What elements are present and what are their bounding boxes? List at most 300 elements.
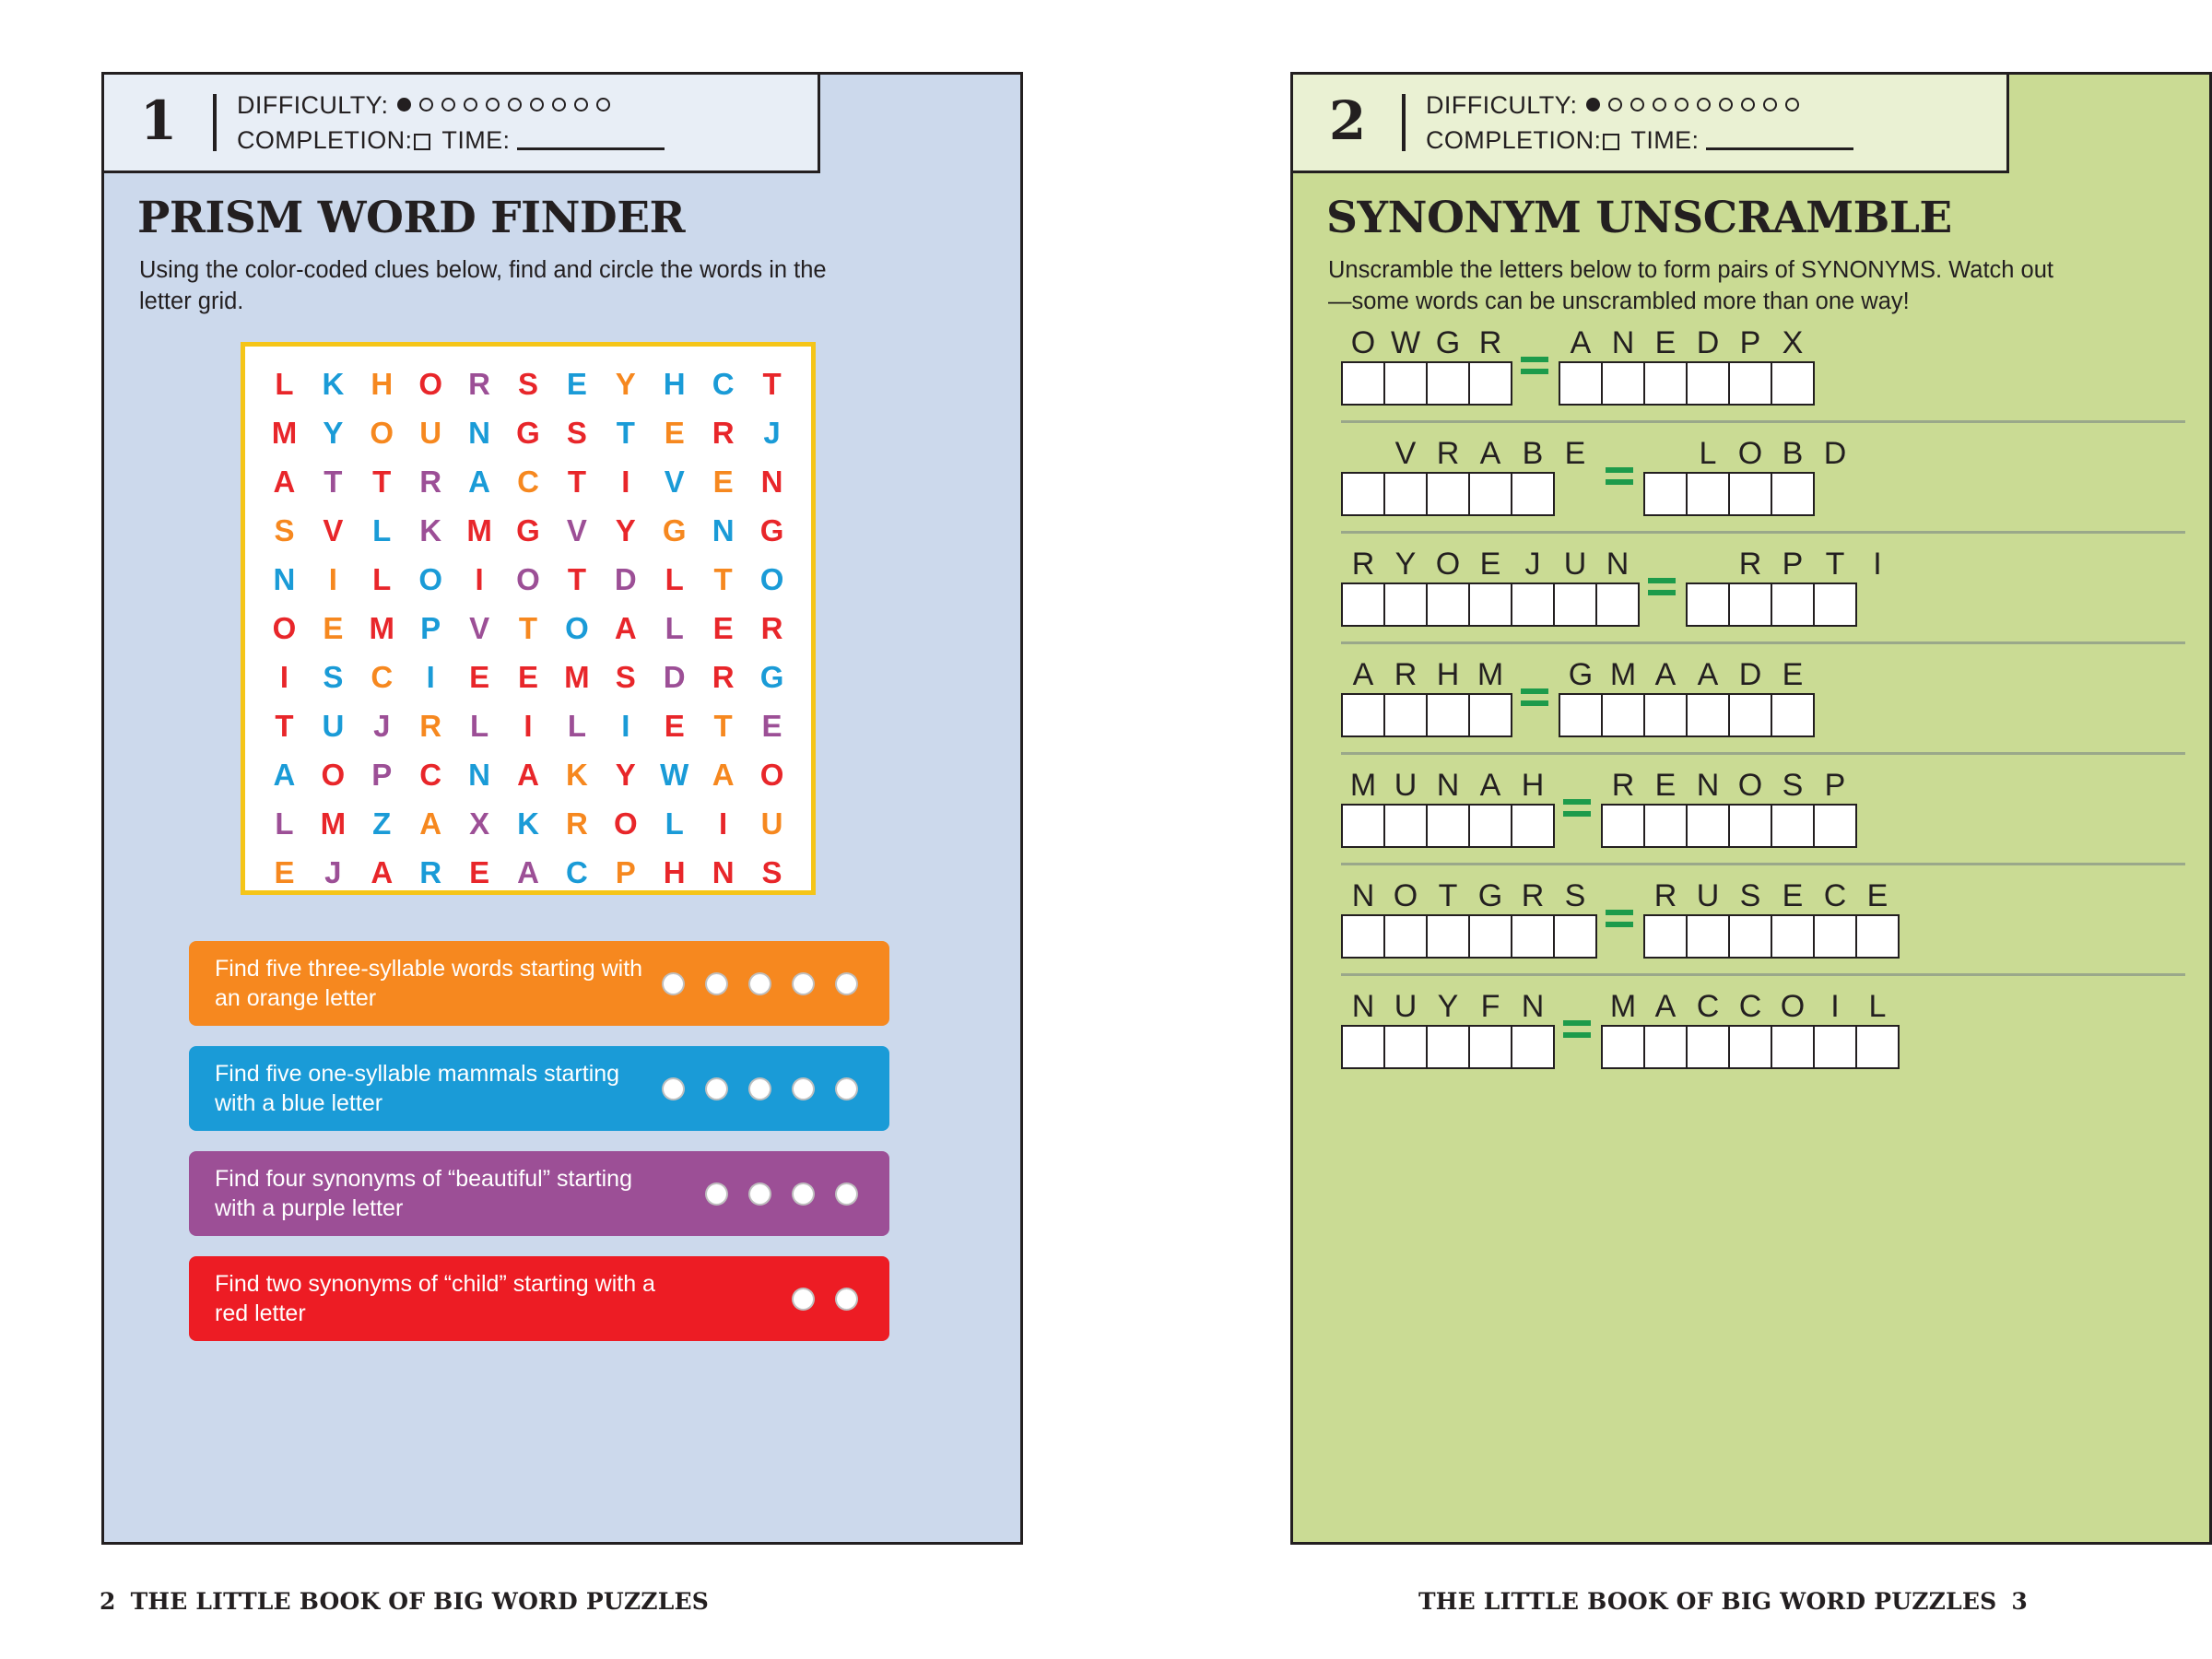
grid-cell[interactable]: C bbox=[712, 367, 735, 401]
time-write-in-1[interactable] bbox=[517, 131, 665, 150]
answer-boxes[interactable] bbox=[1341, 361, 1511, 406]
grid-cell[interactable]: R bbox=[468, 367, 490, 401]
answer-box[interactable] bbox=[1468, 914, 1512, 959]
grid-cell[interactable]: S bbox=[274, 513, 295, 547]
grid-cell[interactable]: O bbox=[418, 562, 442, 596]
scrambled-letter: M bbox=[1609, 657, 1637, 692]
answer-boxes[interactable] bbox=[1601, 804, 1855, 848]
grid-cell[interactable]: I bbox=[475, 562, 484, 596]
answer-box[interactable] bbox=[1426, 1025, 1470, 1069]
grid-cell[interactable]: M bbox=[466, 513, 492, 547]
grid-cell[interactable]: C bbox=[517, 465, 539, 499]
grid-cell[interactable]: H bbox=[371, 367, 394, 401]
grid-cell[interactable]: K bbox=[565, 758, 588, 792]
answer-box[interactable] bbox=[1559, 693, 1603, 737]
scrambled-letter: N bbox=[1606, 547, 1630, 582]
grid-cell[interactable]: I bbox=[719, 806, 728, 841]
grid-cell[interactable]: W bbox=[660, 758, 689, 792]
grid-cell[interactable]: I bbox=[328, 562, 337, 596]
answer-box[interactable] bbox=[1383, 693, 1428, 737]
answer-box[interactable] bbox=[1643, 693, 1688, 737]
grid-cell[interactable]: A bbox=[614, 611, 637, 645]
answer-box[interactable] bbox=[1341, 1025, 1385, 1069]
grid-cell[interactable]: G bbox=[662, 513, 687, 547]
answer-boxes[interactable] bbox=[1341, 693, 1511, 737]
answer-box[interactable] bbox=[1553, 914, 1597, 959]
grid-cell[interactable]: I bbox=[524, 709, 533, 743]
answer-box[interactable] bbox=[1468, 582, 1512, 627]
grid-cell[interactable]: S bbox=[615, 660, 636, 694]
answer-box[interactable] bbox=[1341, 914, 1385, 959]
clue-dot[interactable] bbox=[835, 972, 858, 995]
difficulty-dot bbox=[1719, 98, 1733, 112]
answer-box[interactable] bbox=[1383, 582, 1428, 627]
grid-cell[interactable]: H bbox=[663, 367, 686, 401]
grid-cell[interactable]: Y bbox=[615, 367, 636, 401]
clue-dot[interactable] bbox=[662, 972, 685, 995]
unscramble-row bbox=[1341, 989, 2185, 1084]
book-title-left: THE LITTLE BOOK OF BIG WORD PUZZLES bbox=[130, 1588, 710, 1615]
grid-cell[interactable]: A bbox=[371, 855, 394, 889]
grid-cell[interactable]: R bbox=[712, 660, 735, 694]
grid-cell[interactable]: T bbox=[713, 562, 733, 596]
grid-cell[interactable]: G bbox=[516, 513, 540, 547]
grid-cell[interactable]: H bbox=[663, 855, 686, 889]
answer-box[interactable] bbox=[1686, 361, 1730, 406]
answer-box[interactable] bbox=[1728, 1025, 1772, 1069]
grid-cell[interactable]: E bbox=[469, 855, 490, 889]
answer-boxes[interactable] bbox=[1341, 1025, 1553, 1069]
difficulty-dots-1[interactable] bbox=[397, 98, 610, 112]
clue-dot[interactable] bbox=[835, 1288, 858, 1311]
grid-cell[interactable]: E bbox=[274, 855, 295, 889]
answer-box[interactable] bbox=[1601, 1025, 1645, 1069]
clue-dot[interactable] bbox=[705, 1182, 728, 1206]
grid-cell[interactable]: S bbox=[566, 416, 587, 450]
completion-checkbox-2[interactable] bbox=[1603, 134, 1619, 150]
page-number-right: 3 bbox=[2011, 1588, 2028, 1615]
grid-cell[interactable]: L bbox=[665, 562, 684, 596]
grid-cell[interactable]: T bbox=[762, 367, 782, 401]
answer-box[interactable] bbox=[1553, 582, 1597, 627]
answer-box[interactable] bbox=[1813, 804, 1857, 848]
grid-cell[interactable]: G bbox=[759, 660, 784, 694]
answer-boxes[interactable] bbox=[1341, 472, 1595, 516]
grid-cell[interactable]: V bbox=[566, 513, 587, 547]
grid-cell[interactable]: I bbox=[621, 465, 630, 499]
grid-cell[interactable]: Y bbox=[323, 416, 344, 450]
clue-progress-dots[interactable] bbox=[705, 1182, 858, 1206]
answer-box[interactable] bbox=[1643, 804, 1688, 848]
grid-cell[interactable]: R bbox=[565, 806, 588, 841]
grid-cell[interactable]: O bbox=[516, 562, 540, 596]
answer-box[interactable] bbox=[1601, 693, 1645, 737]
scrambled-letter: E bbox=[1479, 547, 1501, 582]
scrambled-letter: O bbox=[1393, 878, 1418, 913]
answer-box[interactable] bbox=[1771, 361, 1815, 406]
grid-cell[interactable]: J bbox=[763, 416, 781, 450]
grid-cell[interactable]: O bbox=[418, 367, 442, 401]
grid-cell[interactable]: V bbox=[469, 611, 490, 645]
clue-dot[interactable] bbox=[705, 1077, 728, 1100]
grid-cell[interactable]: N bbox=[712, 513, 735, 547]
grid-cell[interactable]: A bbox=[273, 465, 296, 499]
answer-box[interactable] bbox=[1728, 914, 1772, 959]
answer-box[interactable] bbox=[1468, 472, 1512, 516]
grid-cell[interactable]: I bbox=[426, 660, 435, 694]
answer-box[interactable] bbox=[1728, 804, 1772, 848]
answer-box[interactable] bbox=[1855, 914, 1900, 959]
grid-cell[interactable]: L bbox=[665, 611, 684, 645]
clue-dot[interactable] bbox=[662, 1077, 685, 1100]
grid-cell[interactable]: U bbox=[322, 709, 345, 743]
answer-box[interactable] bbox=[1426, 582, 1470, 627]
scrambled-letter: G bbox=[1568, 657, 1594, 692]
grid-cell[interactable]: L bbox=[275, 806, 294, 841]
completion-label-1: COMPLETION: bbox=[237, 126, 413, 154]
scrambled-letter: O bbox=[1737, 768, 1763, 803]
scrambled-letter: U bbox=[1563, 547, 1587, 582]
grid-cell[interactable]: L bbox=[665, 806, 684, 841]
answer-box[interactable] bbox=[1511, 1025, 1555, 1069]
grid-cell[interactable]: O bbox=[613, 806, 638, 841]
grid-cell[interactable]: Y bbox=[615, 758, 636, 792]
answer-box[interactable] bbox=[1643, 1025, 1688, 1069]
scrambled-letter: A bbox=[1654, 657, 1677, 692]
answer-box[interactable] bbox=[1559, 361, 1603, 406]
grid-cell[interactable]: N bbox=[273, 562, 296, 596]
grid-cell[interactable]: P bbox=[420, 611, 441, 645]
answer-box[interactable] bbox=[1341, 804, 1385, 848]
puzzle-2-title: SYNONYM UNSCRAMBLE bbox=[1326, 193, 1952, 243]
grid-cell[interactable]: N bbox=[468, 758, 490, 792]
grid-cell[interactable]: O bbox=[321, 758, 346, 792]
puzzle-2-number: 2 bbox=[1328, 89, 1367, 152]
grid-cell[interactable]: M bbox=[271, 416, 298, 450]
answer-box[interactable] bbox=[1426, 693, 1470, 737]
grid-cell[interactable]: D bbox=[614, 562, 637, 596]
grid-cell[interactable]: E bbox=[761, 709, 782, 743]
answer-box[interactable] bbox=[1511, 582, 1555, 627]
footer-left bbox=[100, 1588, 709, 1615]
grid-cell[interactable]: L bbox=[469, 709, 489, 743]
scrambled-letters bbox=[1643, 878, 1898, 914]
clue-dot[interactable] bbox=[835, 1077, 858, 1100]
grid-cell[interactable]: L bbox=[372, 562, 392, 596]
scrambled-letter: X bbox=[1782, 325, 1804, 360]
answer-box[interactable] bbox=[1686, 472, 1730, 516]
grid-cell[interactable]: S bbox=[323, 660, 344, 694]
grid-cell[interactable]: T bbox=[324, 465, 343, 499]
grid-cell[interactable]: C bbox=[371, 660, 394, 694]
scrambled-letter: L bbox=[1699, 436, 1717, 471]
answer-box[interactable] bbox=[1468, 361, 1512, 406]
grid-cell[interactable]: G bbox=[759, 513, 784, 547]
answer-box[interactable] bbox=[1426, 472, 1470, 516]
scrambled-letters bbox=[1686, 547, 1898, 582]
grid-cell[interactable]: Y bbox=[615, 513, 636, 547]
answer-box[interactable] bbox=[1341, 582, 1385, 627]
grid-cell[interactable]: R bbox=[419, 855, 442, 889]
grid-cell[interactable]: E bbox=[566, 367, 587, 401]
grid-cell[interactable]: X bbox=[469, 806, 490, 841]
answer-box[interactable] bbox=[1686, 693, 1730, 737]
grid-cell[interactable]: E bbox=[469, 660, 490, 694]
answer-box[interactable] bbox=[1601, 804, 1645, 848]
scrambled-letter: R bbox=[1351, 547, 1375, 582]
unscramble-row bbox=[1341, 325, 2185, 420]
grid-cell[interactable]: K bbox=[517, 806, 539, 841]
difficulty-dots-2[interactable] bbox=[1586, 98, 1799, 112]
answer-box[interactable] bbox=[1468, 804, 1512, 848]
grid-cell[interactable]: C bbox=[565, 855, 588, 889]
answer-box[interactable] bbox=[1468, 693, 1512, 737]
scrambled-letter: J bbox=[1524, 547, 1541, 582]
clue-list bbox=[189, 941, 889, 1361]
clue-progress-dots[interactable] bbox=[792, 1288, 858, 1311]
row-separator bbox=[1341, 420, 2185, 423]
answer-boxes[interactable] bbox=[1686, 582, 1898, 627]
answer-box[interactable] bbox=[1426, 914, 1470, 959]
grid-cell[interactable]: A bbox=[468, 465, 490, 499]
grid-cell[interactable]: V bbox=[664, 465, 685, 499]
grid-cell[interactable]: T bbox=[713, 709, 733, 743]
answer-box[interactable] bbox=[1643, 914, 1688, 959]
answer-box[interactable] bbox=[1426, 361, 1470, 406]
grid-cell[interactable]: A bbox=[517, 855, 539, 889]
answer-box[interactable] bbox=[1771, 582, 1815, 627]
grid-cell[interactable]: M bbox=[564, 660, 590, 694]
completion-checkbox-1[interactable] bbox=[414, 134, 430, 150]
answer-box[interactable] bbox=[1686, 1025, 1730, 1069]
answer-box[interactable] bbox=[1511, 914, 1555, 959]
grid-cell[interactable]: O bbox=[759, 562, 784, 596]
answer-box[interactable] bbox=[1728, 361, 1772, 406]
grid-cell[interactable]: O bbox=[565, 611, 589, 645]
puzzle-2-header bbox=[1290, 72, 2009, 173]
answer-box[interactable] bbox=[1771, 914, 1815, 959]
equals-icon bbox=[1601, 467, 1638, 485]
answer-box[interactable] bbox=[1511, 804, 1555, 848]
grid-cell[interactable]: E bbox=[517, 660, 538, 694]
grid-cell[interactable]: R bbox=[419, 709, 442, 743]
grid-cell[interactable]: O bbox=[272, 611, 297, 645]
scrambled-letter: N bbox=[1521, 989, 1545, 1024]
grid-cell[interactable]: G bbox=[516, 416, 540, 450]
grid-cell[interactable]: U bbox=[760, 806, 783, 841]
scrambled-letter: H bbox=[1436, 657, 1460, 692]
grid-cell[interactable]: T bbox=[372, 465, 392, 499]
grid-cell[interactable]: P bbox=[371, 758, 393, 792]
grid-cell[interactable]: N bbox=[760, 465, 783, 499]
answer-box[interactable] bbox=[1686, 582, 1730, 627]
clue-text: Find four synonyms of “beautiful” starting with a purple letter bbox=[215, 1166, 632, 1221]
grid-cell[interactable]: P bbox=[615, 855, 636, 889]
scrambled-letter: N bbox=[1611, 325, 1635, 360]
grid-cell[interactable]: E bbox=[712, 611, 734, 645]
grid-cell[interactable]: A bbox=[273, 758, 296, 792]
answer-box[interactable] bbox=[1383, 914, 1428, 959]
grid-cell[interactable]: A bbox=[419, 806, 442, 841]
answer-box[interactable] bbox=[1595, 582, 1640, 627]
answer-boxes[interactable] bbox=[1643, 472, 1855, 516]
answer-box[interactable] bbox=[1643, 361, 1688, 406]
clue-dot[interactable] bbox=[792, 972, 815, 995]
answer-box[interactable] bbox=[1686, 804, 1730, 848]
scrambled-letter: E bbox=[1866, 878, 1888, 913]
answer-boxes[interactable] bbox=[1341, 582, 1638, 627]
difficulty-dot bbox=[464, 98, 477, 112]
answer-boxes[interactable] bbox=[1643, 914, 1898, 959]
difficulty-dot bbox=[530, 98, 544, 112]
grid-cell[interactable]: N bbox=[468, 416, 490, 450]
difficulty-label-2: DIFFICULTY: bbox=[1426, 90, 1578, 119]
grid-cell[interactable]: O bbox=[759, 758, 784, 792]
puzzle-1-header bbox=[101, 72, 820, 173]
grid-cell[interactable]: T bbox=[275, 709, 294, 743]
scrambled-letter: P bbox=[1824, 768, 1846, 803]
answer-box[interactable] bbox=[1468, 1025, 1512, 1069]
clue-dot[interactable] bbox=[705, 972, 728, 995]
scrambled-letter: O bbox=[1737, 436, 1763, 471]
grid-cell[interactable]: R bbox=[712, 416, 735, 450]
unscramble-right-group bbox=[1601, 768, 1855, 848]
clue-progress-dots[interactable] bbox=[662, 972, 858, 995]
word-search-grid[interactable] bbox=[260, 359, 796, 889]
answer-box[interactable] bbox=[1383, 472, 1428, 516]
answer-box[interactable] bbox=[1341, 472, 1385, 516]
answer-box[interactable] bbox=[1771, 1025, 1815, 1069]
grid-cell[interactable]: R bbox=[760, 611, 783, 645]
time-write-in-2[interactable] bbox=[1706, 131, 1853, 150]
scrambled-letter: S bbox=[1782, 768, 1804, 803]
scrambled-letter: N bbox=[1436, 768, 1460, 803]
answer-boxes[interactable] bbox=[1559, 361, 1813, 406]
equals-icon bbox=[1643, 578, 1680, 595]
answer-boxes[interactable] bbox=[1341, 804, 1553, 848]
grid-cell[interactable]: L bbox=[567, 709, 586, 743]
answer-box[interactable] bbox=[1511, 472, 1555, 516]
grid-cell[interactable]: A bbox=[712, 758, 735, 792]
scrambled-letter: Y bbox=[1394, 547, 1417, 582]
answer-box[interactable] bbox=[1383, 361, 1428, 406]
grid-cell[interactable]: T bbox=[518, 611, 538, 645]
scrambled-letter: V bbox=[1394, 436, 1417, 471]
book-title-right: THE LITTLE BOOK OF BIG WORD PUZZLES bbox=[1418, 1588, 1997, 1615]
answer-box[interactable] bbox=[1771, 472, 1815, 516]
clue-dot[interactable] bbox=[792, 1182, 815, 1206]
answer-box[interactable] bbox=[1728, 693, 1772, 737]
clue-dot[interactable] bbox=[748, 1077, 771, 1100]
grid-cell[interactable]: T bbox=[616, 416, 635, 450]
difficulty-label-1: DIFFICULTY: bbox=[237, 90, 389, 119]
grid-cell[interactable]: L bbox=[275, 367, 294, 401]
answer-boxes[interactable] bbox=[1559, 693, 1813, 737]
answer-box[interactable] bbox=[1643, 472, 1688, 516]
grid-cell[interactable]: L bbox=[372, 513, 392, 547]
answer-box[interactable] bbox=[1813, 582, 1857, 627]
grid-cell[interactable]: S bbox=[761, 855, 782, 889]
answer-box[interactable] bbox=[1383, 804, 1428, 848]
grid-cell[interactable]: C bbox=[419, 758, 442, 792]
clue-dot[interactable] bbox=[748, 972, 771, 995]
grid-cell[interactable]: M bbox=[369, 611, 395, 645]
grid-cell[interactable]: D bbox=[663, 660, 686, 694]
word-search-grid-container bbox=[241, 342, 816, 895]
scrambled-letter: D bbox=[1823, 436, 1847, 471]
answer-box[interactable] bbox=[1771, 804, 1815, 848]
grid-cell[interactable]: E bbox=[323, 611, 344, 645]
clue-dot[interactable] bbox=[792, 1288, 815, 1311]
scrambled-letter: A bbox=[1479, 768, 1501, 803]
grid-cell[interactable]: M bbox=[320, 806, 347, 841]
answer-box[interactable] bbox=[1771, 693, 1815, 737]
scrambled-letter: R bbox=[1521, 878, 1545, 913]
grid-cell[interactable]: A bbox=[517, 758, 539, 792]
clue-dot[interactable] bbox=[835, 1182, 858, 1206]
scrambled-letter: U bbox=[1394, 768, 1418, 803]
grid-cell[interactable]: N bbox=[712, 855, 735, 889]
letter-spacer bbox=[1341, 436, 1385, 472]
scrambled-letter: R bbox=[1478, 325, 1502, 360]
clue-dot[interactable] bbox=[748, 1182, 771, 1206]
scrambled-letter: W bbox=[1390, 325, 1421, 360]
clue-progress-dots[interactable] bbox=[662, 1077, 858, 1100]
scrambled-letter: R bbox=[1738, 547, 1762, 582]
grid-cell[interactable]: Z bbox=[372, 806, 392, 841]
grid-cell[interactable]: R bbox=[419, 465, 442, 499]
grid-cell[interactable]: O bbox=[370, 416, 394, 450]
answer-box[interactable] bbox=[1426, 804, 1470, 848]
grid-cell[interactable]: T bbox=[567, 465, 586, 499]
answer-boxes[interactable] bbox=[1341, 914, 1595, 959]
answer-box[interactable] bbox=[1383, 1025, 1428, 1069]
answer-box[interactable] bbox=[1813, 914, 1857, 959]
scrambled-letter: N bbox=[1696, 768, 1720, 803]
scrambled-letter: R bbox=[1653, 878, 1677, 913]
scrambled-letter: A bbox=[1479, 436, 1501, 471]
right-page bbox=[1106, 0, 2212, 1659]
scrambled-letter: R bbox=[1394, 657, 1418, 692]
clue-dot[interactable] bbox=[792, 1077, 815, 1100]
grid-cell[interactable]: I bbox=[621, 709, 630, 743]
answer-boxes[interactable] bbox=[1601, 1025, 1898, 1069]
answer-box[interactable] bbox=[1728, 472, 1772, 516]
unscramble-left-group bbox=[1341, 436, 1595, 516]
scrambled-letter: G bbox=[1477, 878, 1503, 913]
answer-box[interactable] bbox=[1601, 361, 1645, 406]
grid-cell[interactable]: J bbox=[373, 709, 391, 743]
grid-cell[interactable]: K bbox=[322, 367, 345, 401]
answer-box[interactable] bbox=[1341, 361, 1385, 406]
answer-box[interactable] bbox=[1728, 582, 1772, 627]
grid-cell[interactable]: I bbox=[279, 660, 289, 694]
grid-cell[interactable]: U bbox=[419, 416, 442, 450]
answer-box[interactable] bbox=[1341, 693, 1385, 737]
scrambled-letters bbox=[1341, 768, 1553, 804]
grid-cell[interactable]: E bbox=[664, 416, 685, 450]
answer-box[interactable] bbox=[1813, 1025, 1857, 1069]
grid-cell[interactable]: S bbox=[517, 367, 538, 401]
grid-cell[interactable]: J bbox=[324, 855, 342, 889]
answer-box[interactable] bbox=[1855, 1025, 1900, 1069]
answer-box[interactable] bbox=[1686, 914, 1730, 959]
grid-cell[interactable]: E bbox=[664, 709, 685, 743]
grid-cell[interactable]: K bbox=[419, 513, 442, 547]
grid-cell[interactable]: V bbox=[323, 513, 344, 547]
grid-cell[interactable]: E bbox=[712, 465, 734, 499]
grid-cell[interactable]: T bbox=[567, 562, 586, 596]
